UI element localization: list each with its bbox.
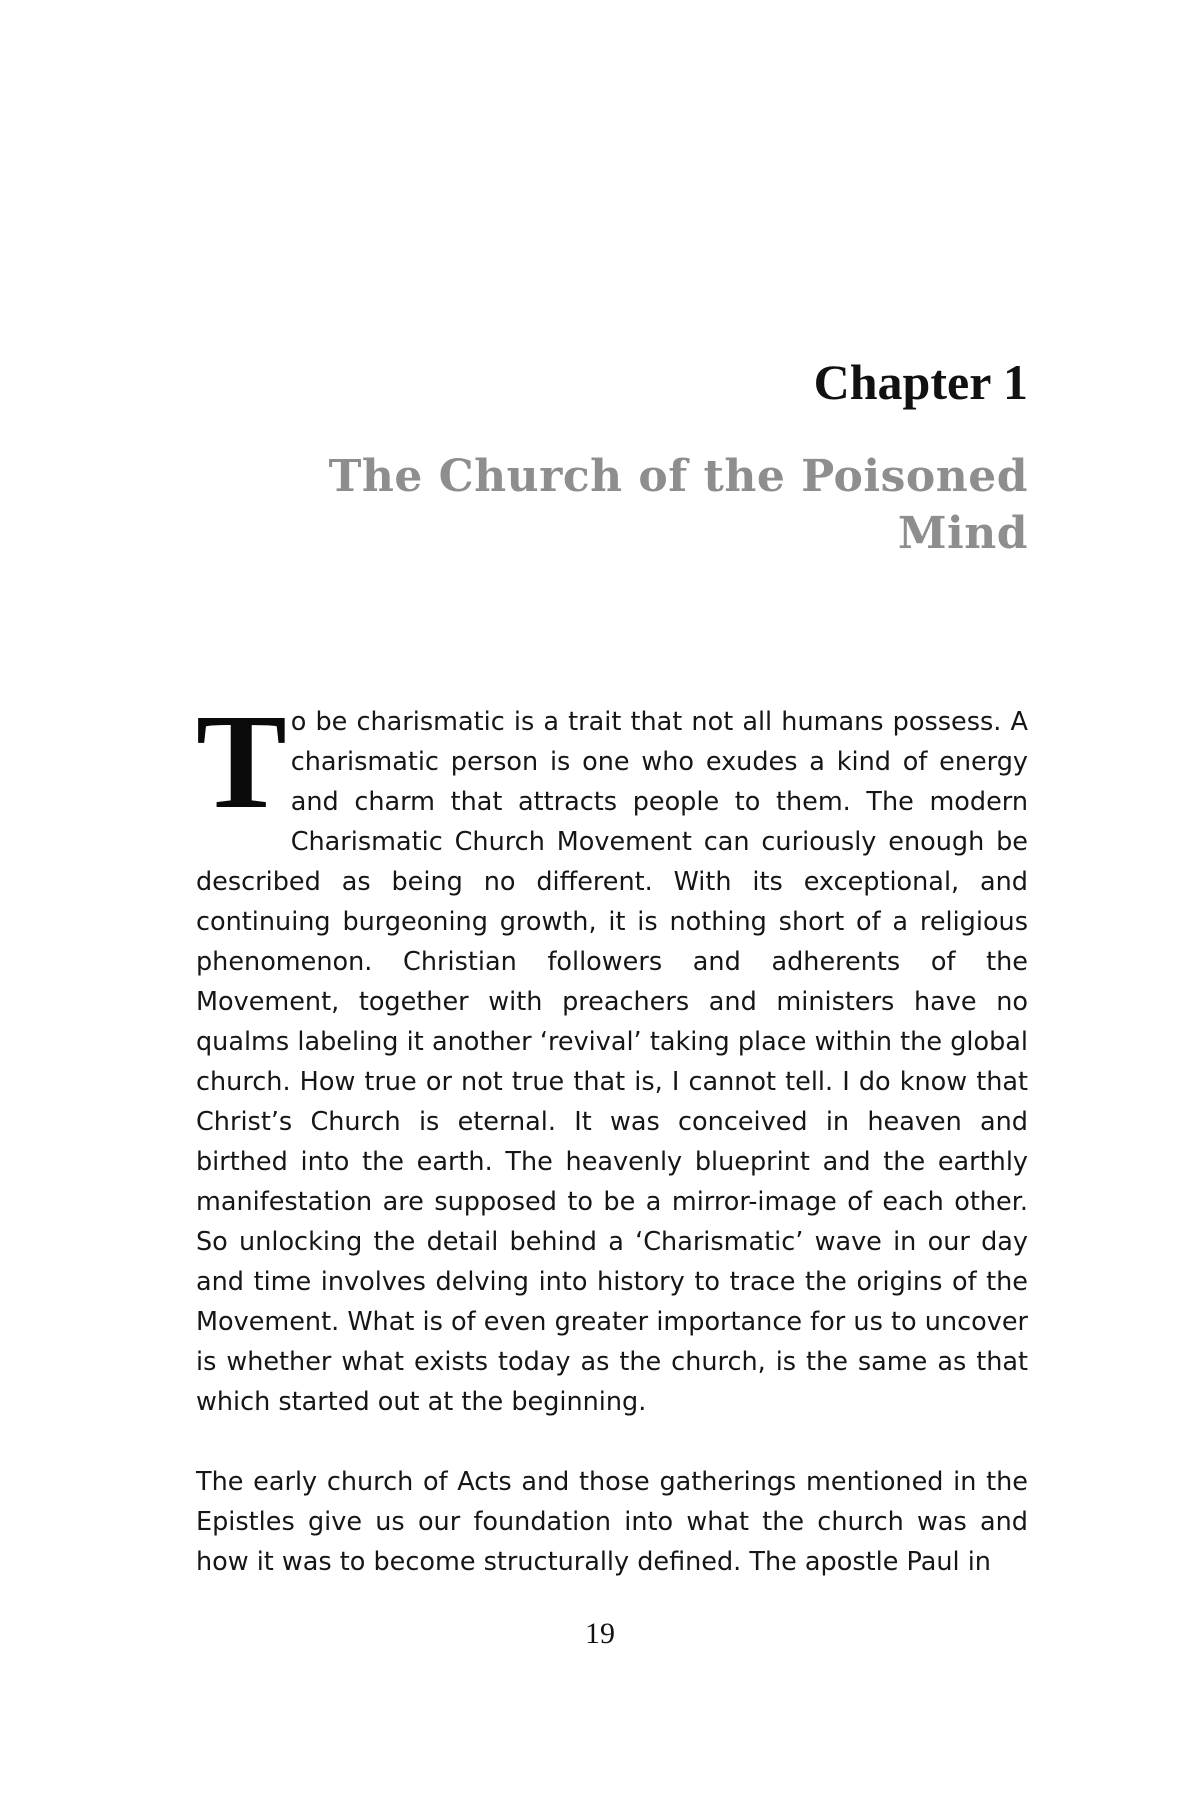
drop-cap: T bbox=[196, 687, 287, 837]
paragraph-2: The early church of Acts and those gatherings mentioned in the Epistles give us our foundation into what the church was and how it was to become structurally defined. The apostle Paul in bbox=[196, 1467, 1028, 1577]
page-number: 19 bbox=[585, 1617, 615, 1650]
body-text bbox=[196, 687, 1028, 1582]
chapter-heading: Chapter 1 bbox=[813, 354, 1028, 410]
paragraph-1 bbox=[196, 687, 1028, 1422]
chapter-subtitle: The Church of the Poisoned Mind bbox=[328, 451, 1028, 559]
paragraph-1-text: o be charismatic is a trait that not all humans possess. A charismatic person is one who exudes a kind of energy and charm that attracts people to them. The modern Charismatic Church Movement can curiously enough be described as being no different. With its exceptional, and continuing burgeoning growth, it is nothing short of a religious phenomenon. Christian followers and adherents of the Movement, together with preachers and ministers have no qualms labeling it another ‘revival’ taking place within the global church. How true or not true that is, I cannot tell. I do know that Christ’s Church is eternal. It was conceived in heaven and birthed into the earth. The heavenly blueprint and the earthly manifestation are supposed to be a mirror-image of each other. So unlocking the detail behind a ‘Charismatic’ wave in our day and time involves delving into history to trace the origins of the Movement. What is of even greater importance for us to uncover is whether what exists today as the church, is the same as that which started out at the beginning. bbox=[196, 707, 1028, 1417]
